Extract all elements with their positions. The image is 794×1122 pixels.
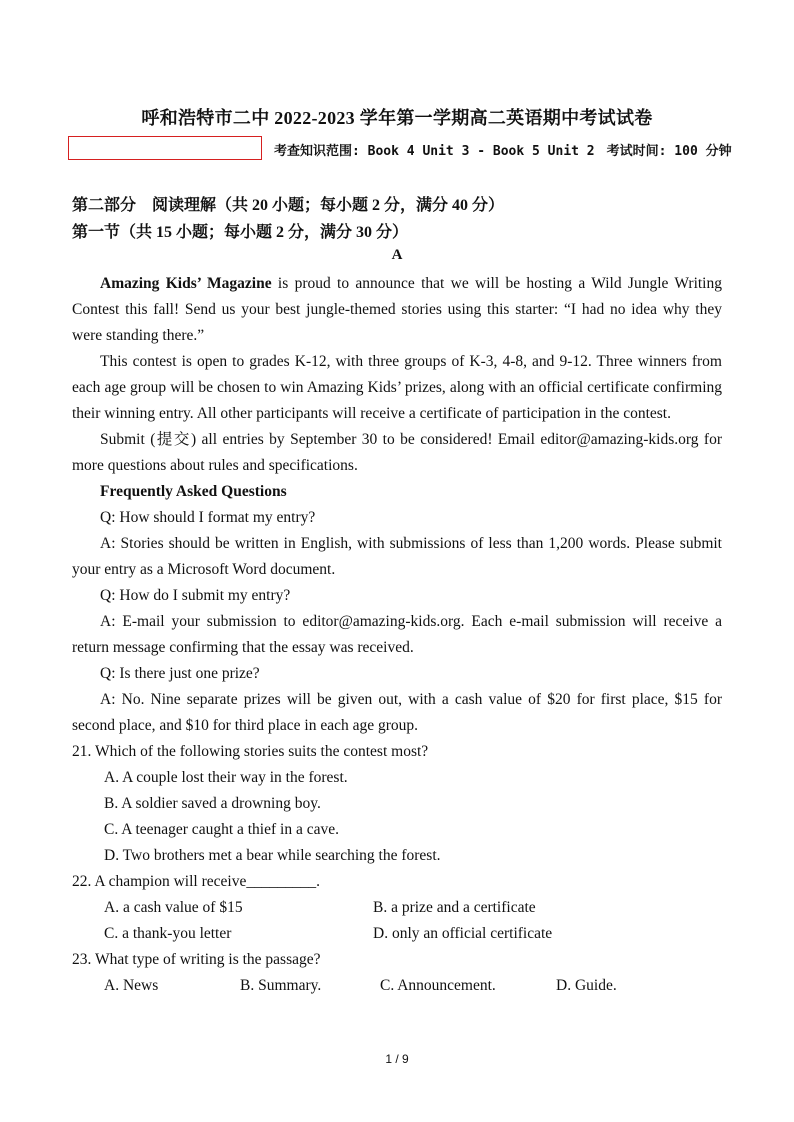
question-21-options <box>72 765 722 869</box>
option-a: A. News <box>104 977 159 994</box>
passage-body <box>72 271 722 999</box>
option-d: D. Two brothers met a bear while searching the forest. <box>104 847 441 864</box>
option-c: C. A teenager caught a thief in a cave. <box>104 821 339 838</box>
option-b: B. A soldier saved a drowning boy. <box>104 795 321 812</box>
exam-title: 呼和浩特市二中 2022-2023 学年第一学期高二英语期中考试试卷 <box>141 108 653 128</box>
question-22-options-row1 <box>72 895 722 921</box>
exam-info <box>274 140 732 159</box>
faq-answer: A: No. Nine separate prizes will be given out, with a cash value of $20 for first place, $15 for second place, and $10 for third place in each age group. <box>72 691 722 734</box>
option-b: B. a prize and a certificate <box>373 899 536 916</box>
paragraph: This contest is open to grades K-12, with three groups of K-3, 4-8, and 9-12. Three winners from each age group will be chosen to win Amazing Kids’ prizes, along with an official certificate confirming their winning entry. All other participants will receive a certificate of participation in the contest. <box>72 353 722 422</box>
option-c: C. a thank-you letter <box>104 925 232 942</box>
question-22: 22. A champion will receive_________. <box>72 873 320 890</box>
question-21: 21. Which of the following stories suits the contest most? <box>72 743 429 760</box>
name-box <box>68 136 262 160</box>
faq-question: Q: How do I submit my entry? <box>100 587 291 604</box>
faq-answer: A: Stories should be written in English, with submissions of less than 1,200 words. Please submit your entry as a Microsoft Word document. <box>72 535 722 578</box>
knowledge-scope: 考查知识范围: Book 4 Unit 3 - Book 5 Unit 2 <box>274 144 595 159</box>
option-d: D. Guide. <box>556 977 617 994</box>
faq-question: Q: Is there just one prize? <box>100 665 260 682</box>
exam-time: 考试时间: 100 分钟 <box>606 144 732 159</box>
faq-heading: Frequently Asked Questions <box>100 483 287 500</box>
question-22-options-row2 <box>72 921 722 947</box>
option-d: D. only an official certificate <box>373 925 553 942</box>
faq-answer: A: E-mail your submission to editor@amazing-kids.org. Each e-mail submission will receive a return message confirming that the essay was received. <box>72 613 722 656</box>
question-23: 23. What type of writing is the passage? <box>72 951 321 968</box>
option-a: A. A couple lost their way in the forest. <box>104 769 348 786</box>
part-heading: 第二部分 阅读理解（共 20 小题；每小题 2 分，满分 40 分） <box>72 197 505 214</box>
page-number: 1 / 9 <box>385 1052 409 1066</box>
paragraph: Amazing Kids’ Magazine is proud to announce that we will be hosting a Wild Jungle Writing Contest this fall! Send us your best jungle-themed stories using this starter: “I had no idea why they were standing there.” <box>72 275 722 344</box>
magazine-name: Amazing Kids’ Magazine <box>100 275 272 292</box>
question-23-options <box>72 973 722 999</box>
section-heading: 第一节（共 15 小题；每小题 2 分，满分 30 分） <box>72 224 409 241</box>
option-b: B. Summary. <box>240 977 322 994</box>
option-c: C. Announcement. <box>380 977 496 994</box>
paragraph: Submit (提交) all entries by September 30 to be considered! Email editor@amazing-kids.org for more questions about rules and specifications. <box>72 431 722 474</box>
faq-question: Q: How should I format my entry? <box>100 509 316 526</box>
option-a: A. a cash value of $15 <box>104 899 243 916</box>
passage-letter: A <box>391 247 403 263</box>
